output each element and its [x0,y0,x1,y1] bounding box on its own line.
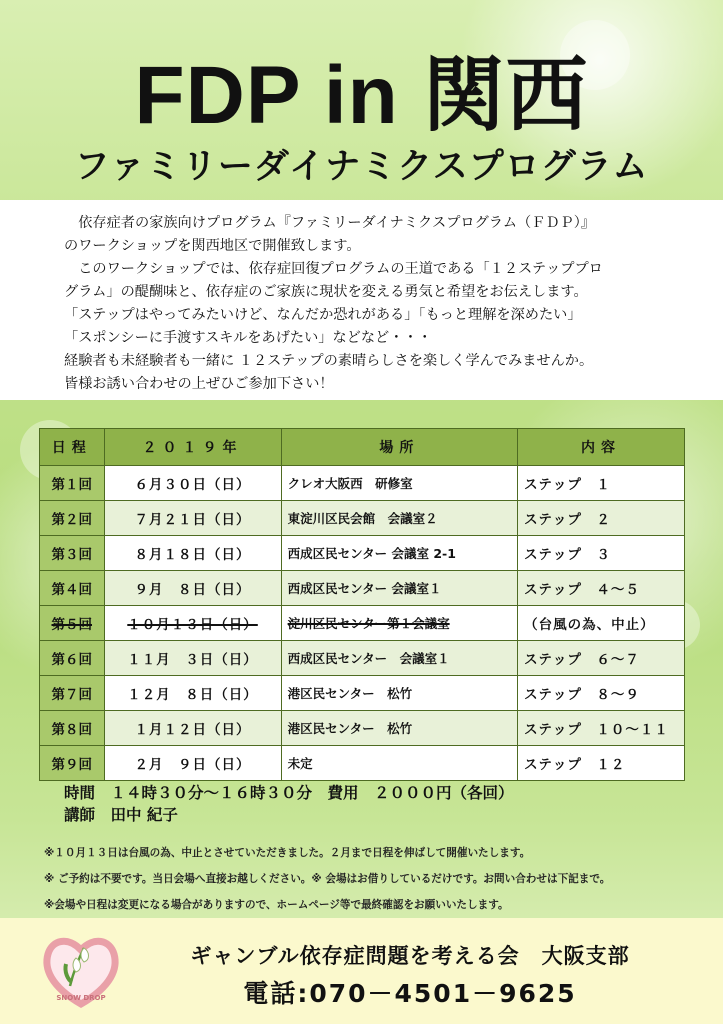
intro-line: 皆様お誘い合わせの上ぜひご参加下さい！ [64,376,334,392]
intro-text [64,212,674,396]
session-venue: 港区民センター 松竹 [281,711,518,746]
table-row [40,746,685,781]
session-date: ２月 ９日（日） [104,746,281,781]
session-date: １月１２日（日） [104,711,281,746]
session-content: ステップ ２ [518,501,685,536]
session-date: １１月 ３日（日） [104,641,281,676]
session-content: ステップ １０～１１ [518,711,685,746]
table-row [40,536,685,571]
session-venue: 港区民センター 松竹 [281,676,518,711]
session-date: ９月 ８日（日） [104,571,281,606]
session-number: 第９回 [40,746,105,781]
session-venue: 東淀川区民会館 会議室２ [281,501,518,536]
table-row [40,641,685,676]
session-venue: 西成区民センター 会議室 2-1 [281,536,518,571]
note-line: ※１０月１３日は台風の為、中止とさせていただきました。２月まで日程を伸ばして開催いたします。 [44,847,531,859]
table-row [40,676,685,711]
session-content: ステップ ４～５ [518,571,685,606]
session-venue: 未定 [281,746,518,781]
session-content: ステップ ６～７ [518,641,685,676]
session-date: ８月１８日（日） [104,536,281,571]
session-content: ステップ ８～９ [518,676,685,711]
schedule-table [39,428,685,781]
session-number: 第５回 [40,606,105,641]
table-row-cancelled [40,606,685,641]
session-venue: 西成区民センター 会議室１ [281,641,518,676]
page-subtitle: ファミリーダイナミクスプログラム [74,147,649,187]
note-line: ※会場や日程は変更になる場合がありますので、ホームページ等で最終確認をお願いいたします。 [44,899,509,911]
intro-line: 「スポンシーに手渡すスキルをあげたい」などなど・・・ [64,330,432,346]
col-header-content: 内容 [518,429,685,466]
session-date: １２月 ８日（日） [104,676,281,711]
session-content: （台風の為、中止） [518,606,685,641]
page-title: FDP in 関西 [134,50,589,141]
table-header-row [40,429,685,466]
time-fee-line: 時間 １４時３０分～１６時３０分 費用 ２０００円（各回） [64,784,514,802]
session-venue: 西成区民センター 会議室１ [281,571,518,606]
session-number: 第３回 [40,536,105,571]
session-number: 第７回 [40,676,105,711]
session-content: ステップ １２ [518,746,685,781]
session-number: 第１回 [40,466,105,501]
session-number: 第８回 [40,711,105,746]
intro-line: 「ステップはやってみたいけど、なんだか恐れがある」「もっと理解を深めたい」 [64,307,582,323]
intro-line: のワークショップを関西地区で開催致します。 [64,238,361,254]
note-line: ※ ご予約は不要です。当日会場へ直接お越しください。※ 会場はお借りしているだけです。お問い合わせは下記まで。 [44,873,611,885]
session-date: ６月３０日（日） [104,466,281,501]
col-header-venue: 場所 [281,429,518,466]
lecturer-line: 講師 田中 紀子 [64,806,178,824]
session-content: ステップ １ [518,466,685,501]
phone-number: 電話:070－4501－9625 [243,979,577,1008]
session-venue: クレオ大阪西 研修室 [281,466,518,501]
organization-name: ギャンブル依存症問題を考える会 大阪支部 [190,944,630,968]
col-header-date: ２０１９年 [104,429,281,466]
session-number: 第４回 [40,571,105,606]
session-date: １０月１３日（日） [104,606,281,641]
table-row [40,501,685,536]
event-info [64,782,514,826]
session-number: 第２回 [40,501,105,536]
table-row [40,571,685,606]
intro-line: このワークショップでは、依存症回復プログラムの王道である「１２ステッププロ [64,261,603,277]
table-row [40,466,685,501]
session-content: ステップ ３ [518,536,685,571]
intro-line: 経験者も未経験者も一緒に １２ステップの素晴らしさを楽しく学んでみませんか。 [64,353,594,369]
session-number: 第６回 [40,641,105,676]
session-date: ７月２１日（日） [104,501,281,536]
intro-line: グラム」の醍醐味と、依存症のご家族に現状を変える勇気と希望をお伝えします。 [64,284,588,300]
session-venue: 淀川区民センター第１会議室 [281,606,518,641]
col-header-session: 日程 [40,429,105,466]
logo-text: SNOW DROP [56,994,106,1002]
intro-line: 依存症者の家族向けプログラム『ファミリーダイナミクスプログラム（ＦＤＰ）』 [64,215,596,231]
table-row [40,711,685,746]
snowdrop-logo-icon [40,928,122,1010]
notes-block [44,840,610,918]
